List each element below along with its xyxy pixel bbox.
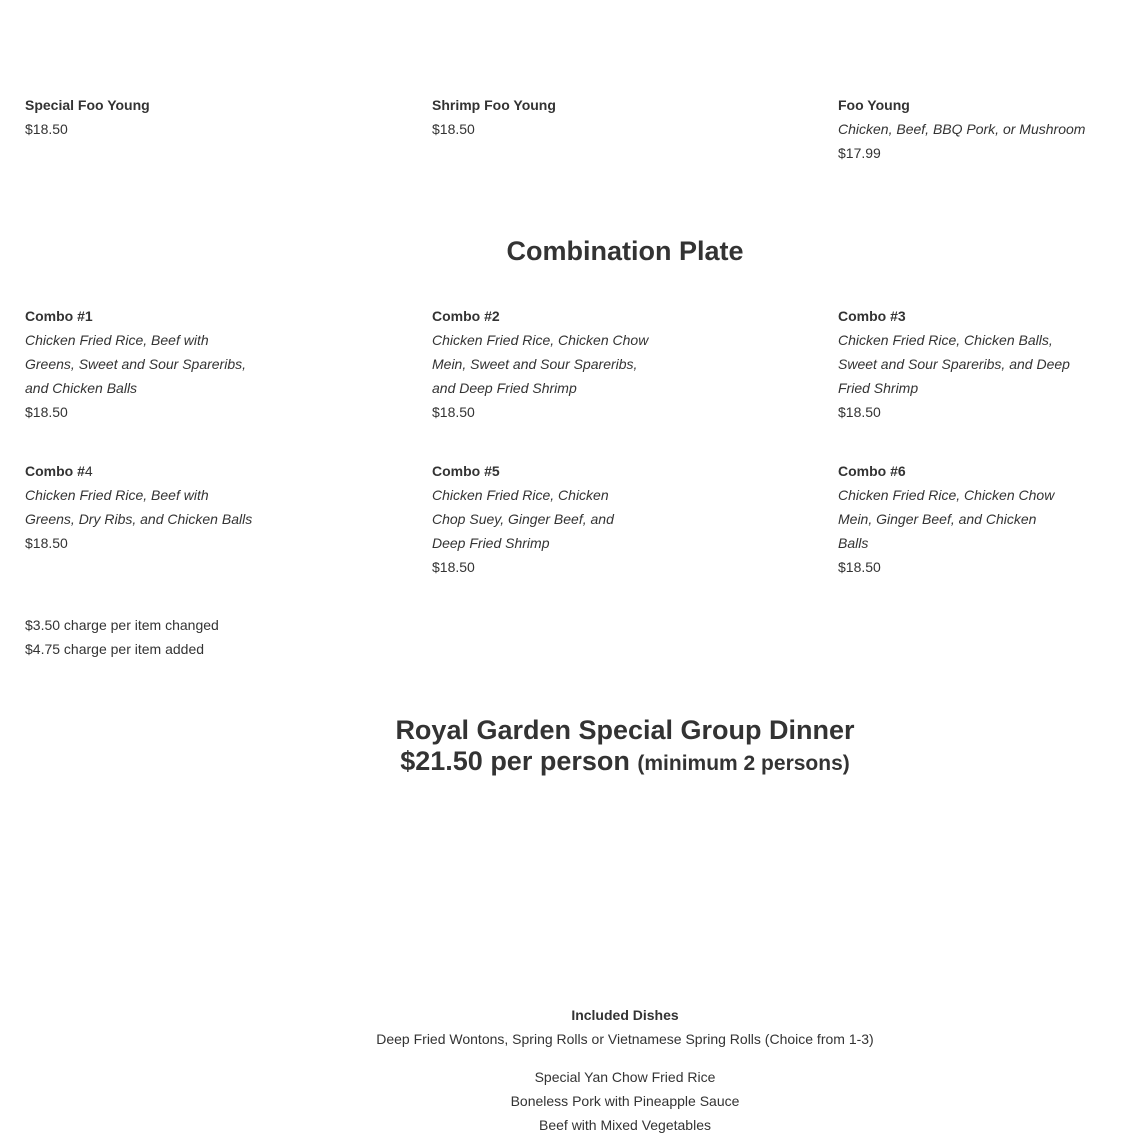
surcharge-note: $4.75 charge per item added — [25, 641, 205, 657]
combo-description: Greens, Sweet and Sour Spareribs, — [25, 356, 247, 372]
combo-name: Combo #3 — [838, 308, 906, 324]
menu-item-name: Special Foo Young — [25, 97, 150, 113]
combo-description: and Chicken Balls — [25, 380, 138, 396]
combo-price: $18.50 — [432, 404, 475, 420]
menu-item-price: $17.99 — [838, 145, 881, 161]
combo-description: Sweet and Sour Spareribs, and Deep — [838, 356, 1070, 372]
combo-description: Greens, Dry Ribs, and Chicken Balls — [25, 511, 253, 527]
group-dinner-minimum: (minimum 2 persons) — [637, 752, 850, 775]
combo-name: Combo #1 — [25, 308, 93, 324]
group-dinner-price-line — [0, 746, 1130, 779]
combo-price: $18.50 — [25, 535, 68, 551]
section-title-combination: Combination Plate — [506, 236, 744, 266]
menu-item-price: $18.50 — [25, 121, 68, 137]
included-dishes-heading: Included Dishes — [571, 1007, 679, 1023]
combo-description: Mein, Sweet and Sour Spareribs, — [432, 356, 638, 372]
appetizer-choice: Deep Fried Wontons, Spring Rolls or Vietnamese Spring Rolls (Choice from 1-3) — [376, 1031, 874, 1047]
combo-name-bold: Combo # — [25, 463, 85, 479]
surcharge-note: $3.50 charge per item changed — [25, 617, 219, 633]
combo-description: Mein, Ginger Beef, and Chicken — [838, 511, 1037, 527]
included-dish: Special Yan Chow Fried Rice — [534, 1069, 716, 1085]
menu-item-name: Shrimp Foo Young — [432, 97, 556, 113]
combo-description: Chicken Fried Rice, Chicken Chow — [838, 487, 1055, 503]
combo-description: Deep Fried Shrimp — [432, 535, 550, 551]
combo-price: $18.50 — [838, 404, 881, 420]
combo-name: Combo #2 — [432, 308, 500, 324]
combo-description: Chicken Fried Rice, Beef with — [25, 332, 209, 348]
group-dinner-title: Royal Garden Special Group Dinner — [395, 715, 855, 745]
combo-name: Combo #5 — [432, 463, 500, 479]
combo-description: Chicken Fried Rice, Chicken Chow — [432, 332, 649, 348]
combo-price: $18.50 — [838, 559, 881, 575]
included-dish: Boneless Pork with Pineapple Sauce — [510, 1093, 740, 1109]
combo-description: Balls — [838, 535, 869, 551]
menu-item-price: $18.50 — [432, 121, 475, 137]
group-dinner-price: $21.50 per person — [400, 746, 630, 776]
included-dish: Beef with Mixed Vegetables — [539, 1117, 711, 1133]
combo-description: and Deep Fried Shrimp — [432, 380, 577, 396]
combo-price: $18.50 — [25, 404, 68, 420]
combo-description: Chop Suey, Ginger Beef, and — [432, 511, 614, 527]
combo-name: Combo #6 — [838, 463, 906, 479]
combo-description: Fried Shrimp — [838, 380, 919, 396]
menu-item-description: Chicken, Beef, BBQ Pork, or Mushroom — [838, 121, 1086, 137]
combo-description: Chicken Fried Rice, Chicken — [432, 487, 609, 503]
combo-description: Chicken Fried Rice, Chicken Balls, — [838, 332, 1053, 348]
combo-name-number: 4 — [84, 463, 93, 479]
combo-description: Chicken Fried Rice, Beef with — [25, 487, 209, 503]
menu-item-name: Foo Young — [838, 97, 910, 113]
combo-price: $18.50 — [432, 559, 475, 575]
combo-name — [25, 459, 93, 483]
